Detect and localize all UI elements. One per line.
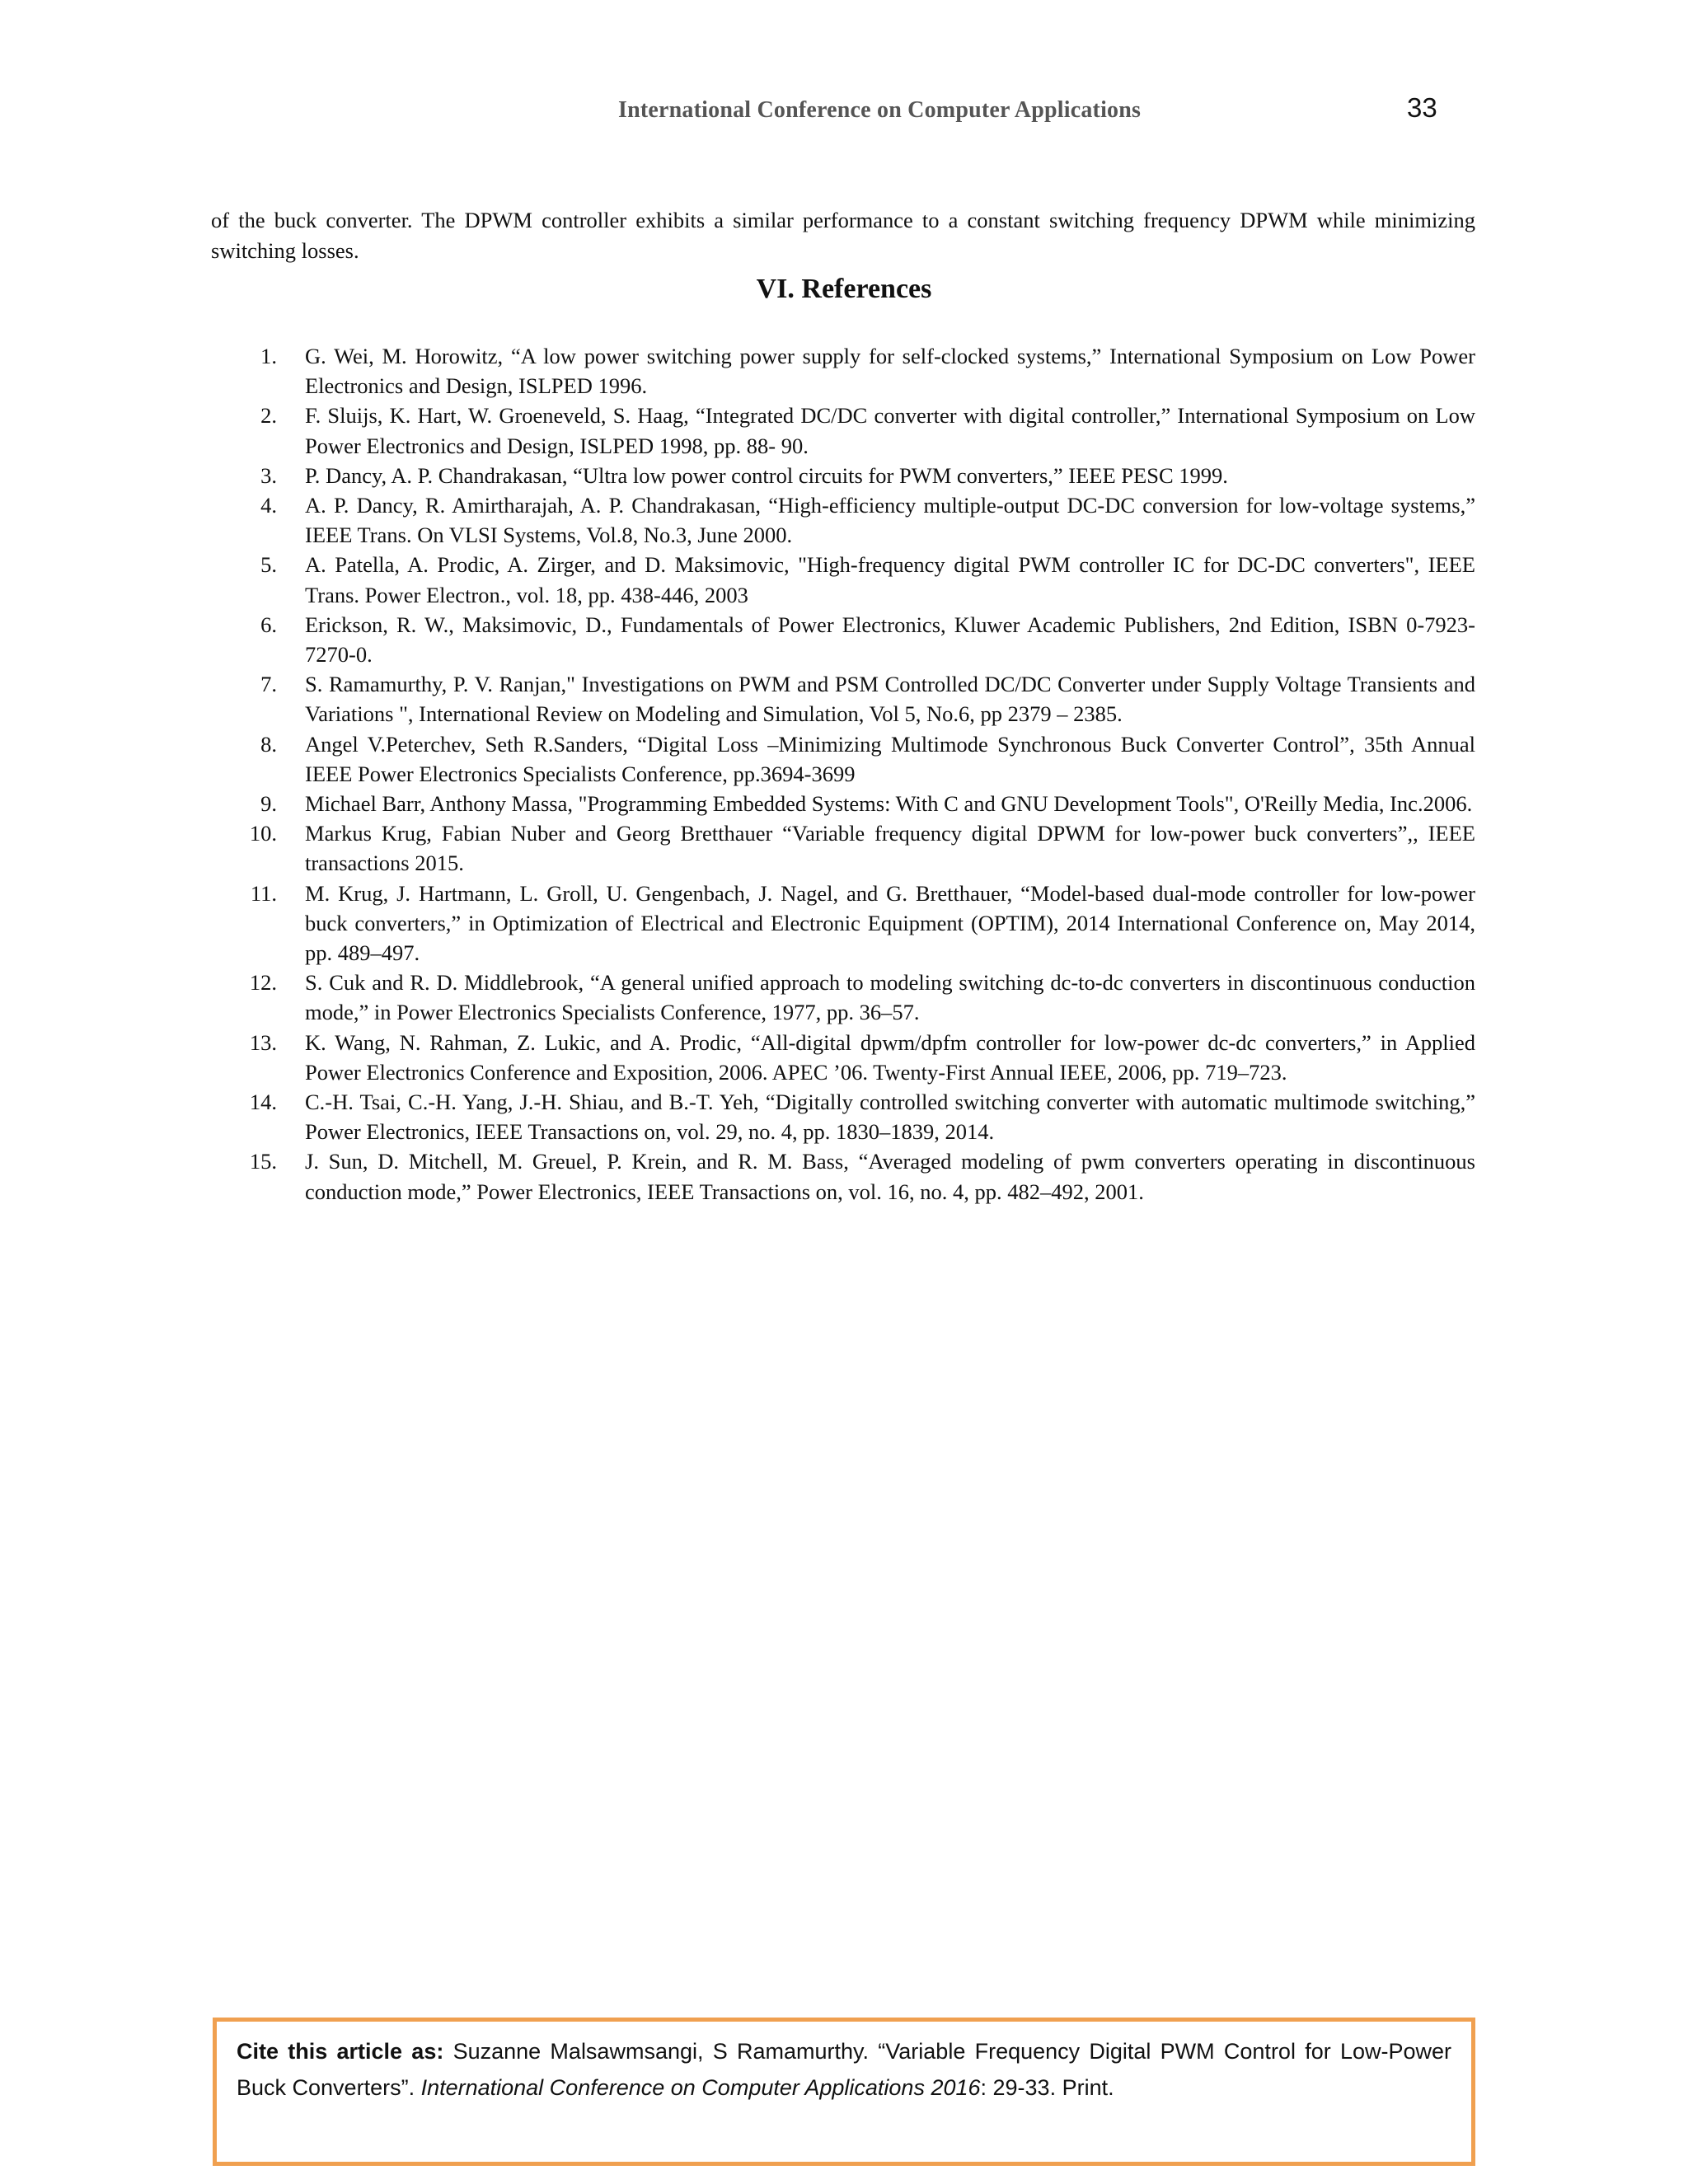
reference-number: 13. <box>249 1029 277 1055</box>
intro-paragraph: of the buck converter. The DPWM controller exhibits a similar performance to a constant switching frequency DPWM while minimizing switching losses. <box>211 207 1475 263</box>
reference-number: 7. <box>260 672 277 697</box>
reference-number: 10. <box>249 821 277 846</box>
reference-item <box>211 610 1475 669</box>
running-header <box>0 92 1688 132</box>
citation-authors-title: Suzanne Malsawmsangi, S Ramamurthy. “Variable Frequency Digital PWM Control for Low-Power Buck Converters”. <box>237 2039 1452 2100</box>
reference-item <box>211 490 1475 550</box>
reference-text: C.-H. Tsai, C.-H. Yang, J.-H. Shiau, and B.-T. Yeh, “Digitally controlled switching converter with automatic multimode switching,” Power Electronics, IEEE Transactions on, vol. 29, no. 4, pp. 1830–1839, 2014. <box>305 1090 1475 1145</box>
reference-text: J. Sun, D. Mitchell, M. Greuel, P. Krein, and R. M. Bass, “Averaged modeling of pwm converters operating in discontinuous conduction mode,” Power Electronics, IEEE Transactions on, vol. 16, no. 4, pp. 482–492, 2001. <box>305 1149 1475 1204</box>
reference-text: Angel V.Peterchev, Seth R.Sanders, “Digital Loss –Minimizing Multimode Synchronous Buck Converter Control”, 35th Annual IEEE Power Electronics Specialists Conference, pp.3694-3699 <box>305 731 1475 786</box>
reference-number: 12. <box>249 970 277 996</box>
reference-text: Erickson, R. W., Maksimovic, D., Fundamentals of Power Electronics, Kluwer Academic Publishers, 2nd Edition, ISBN 0-7923-7270-0. <box>305 612 1475 668</box>
reference-number: 6. <box>260 612 277 637</box>
reference-text: S. Ramamurthy, P. V. Ranjan," Investigations on PWM and PSM Controlled DC/DC Converter under Supply Voltage Transients and Variations ", International Review on Modeling and Simulation, Vol 5, No.6, pp 2379 – 2385. <box>305 672 1475 727</box>
reference-text: F. Sluijs, K. Hart, W. Groeneveld, S. Haag, “Integrated DC/DC converter with digital controller,” International Symposium on Low Power Electronics and Design, ISLPED 1998, pp. 88- 90. <box>305 403 1475 458</box>
reference-item <box>211 401 1475 460</box>
citation-box <box>213 2018 1475 2166</box>
reference-number: 14. <box>249 1090 277 1115</box>
reference-text: S. Cuk and R. D. Middlebrook, “A general unified approach to modeling switching dc-to-dc converters in discontinuous conduction mode,” in Power Electronics Specialists Conference, 1977, pp. 36–57. <box>305 970 1475 1025</box>
reference-text: A. P. Dancy, R. Amirtharajah, A. P. Chandrakasan, “High-efficiency multiple-output DC-DC conversion for low-voltage systems,” IEEE Trans. On VLSI Systems, Vol.8, No.3, June 2000. <box>305 493 1475 548</box>
reference-item <box>211 1028 1475 1087</box>
citation-lead: Cite this article as: <box>237 2039 444 2064</box>
reference-number: 4. <box>260 493 277 518</box>
citation-conference: International Conference on Computer Applications 2016 <box>420 2075 981 2100</box>
reference-item <box>211 461 1475 490</box>
reference-item <box>211 341 1475 401</box>
section-heading: VI. References <box>756 274 932 304</box>
reference-text: K. Wang, N. Rahman, Z. Lukic, and A. Prodic, “All-digital dpwm/dpfm controller for low-power dc-dc converters,” in Applied Power Electronics Conference and Exposition, 2006. APEC ’06. Twenty-First Annual IEEE, 2006, pp. 719–723. <box>305 1029 1475 1085</box>
reference-item <box>211 669 1475 729</box>
reference-item <box>211 789 1475 818</box>
reference-text: A. Patella, A. Prodic, A. Zirger, and D. Maksimovic, "High-frequency digital PWM controller IC for DC-DC converters", IEEE Trans. Power Electron., vol. 18, pp. 438-446, 2003 <box>305 552 1475 607</box>
reference-number: 1. <box>260 344 277 368</box>
reference-text: Michael Barr, Anthony Massa, "Programming Embedded Systems: With C and GNU Development Tools", O'Reilly Media, Inc.2006. <box>305 791 1473 817</box>
reference-item <box>211 968 1475 1027</box>
reference-number: 15. <box>249 1149 277 1174</box>
reference-text: Markus Krug, Fabian Nuber and Georg Bretthauer “Variable frequency digital DPWM for low-power buck converters”,, IEEE transactions 2015. <box>305 821 1475 876</box>
reference-item <box>211 818 1475 878</box>
reference-item <box>211 879 1475 968</box>
reference-number: 9. <box>260 791 277 817</box>
reference-item <box>211 1146 1475 1206</box>
citation-pages: : 29-33. Print. <box>980 2075 1114 2100</box>
reference-number: 2. <box>260 403 277 429</box>
reference-number: 8. <box>260 731 277 757</box>
reference-text: M. Krug, J. Hartmann, L. Groll, U. Gengenbach, J. Nagel, and G. Bretthauer, “Model-based dual-mode controller for low-power buck converters,” in Optimization of Electrical and Electronic Equipment (OPTIM), 2014 International Conference on, May 2014, pp. 489–497. <box>305 880 1475 966</box>
reference-number: 5. <box>260 552 277 578</box>
reference-text: P. Dancy, A. P. Chandrakasan, “Ultra low power control circuits for PWM converters,” IEEE PESC 1999. <box>305 462 1228 488</box>
reference-item <box>211 729 1475 789</box>
reference-item <box>211 1087 1475 1146</box>
reference-item <box>211 550 1475 609</box>
journal-title: International Conference on Computer Applications <box>618 97 1142 123</box>
reference-number: 3. <box>260 462 277 488</box>
page-number: 33 <box>1407 92 1437 123</box>
reference-text: G. Wei, M. Horowitz, “A low power switching power supply for self-clocked systems,” International Symposium on Low Power Electronics and Design, ISLPED 1996. <box>305 344 1475 399</box>
reference-number: 11. <box>250 880 277 906</box>
reference-list <box>211 341 1475 1207</box>
